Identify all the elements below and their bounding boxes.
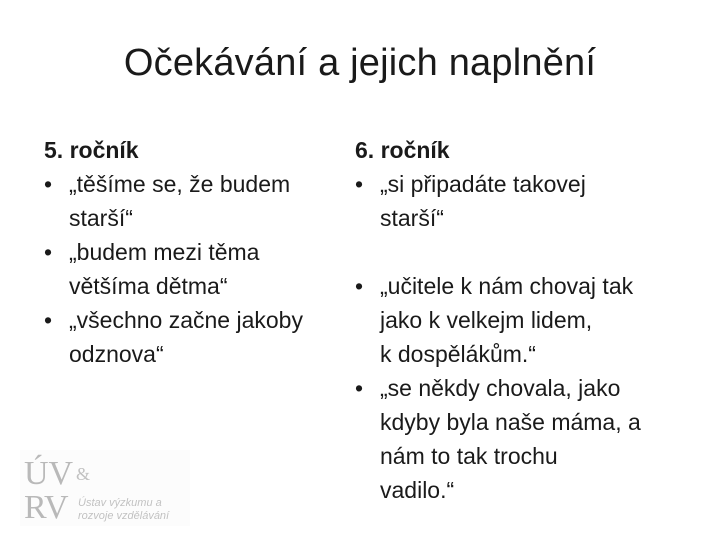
institute-logo-graphic [20,450,190,526]
list-item [355,269,695,371]
list-item [44,303,344,371]
slide-title: Očekávání a jejich naplnění [123,42,597,84]
list-item [44,235,344,303]
list-item [44,167,344,235]
left-bullet-list [44,167,344,371]
list-item-line: • „těšíme se, že budem [69,171,291,197]
list-item-line: k dospělákům.“ [380,341,536,367]
left-column-heading: 5. ročník [44,137,139,163]
list-item [355,167,695,235]
list-item-line: • „si připadáte takovej [380,171,586,197]
right-column [355,133,695,507]
list-item-line: • „se někdy chovala, jako [380,375,621,401]
logo-caption-line2: rozvoje vzdělávání [78,510,170,522]
logo-letters-bottom: RV [24,489,69,526]
list-item-line: jako k velkejm lidem, [380,307,593,333]
list-item [355,371,695,507]
logo-ampersand: & [76,464,91,484]
list-item-line: • „budem mezi těma [69,239,260,265]
list-item-line: odznova“ [69,341,164,367]
institute-logo [20,450,190,526]
list-item-line: nám to tak trochu [380,443,558,469]
list-item-line: starší“ [380,205,444,231]
list-item-line: většíma dětma“ [69,273,228,299]
logo-letters-top: ÚV [24,455,74,492]
logo-caption-line1: Ústav výzkumu a [78,497,162,509]
list-item-line: • „všechno začne jakoby [69,307,303,333]
list-item-line: starší“ [69,205,133,231]
right-bullet-list [355,167,695,507]
list-item-line: vadilo.“ [380,477,455,503]
right-column-heading: 6. ročník [355,137,450,163]
left-column [44,133,344,371]
list-item-line: kdyby byla naše máma, a [380,409,641,435]
list-item-line: • „učitele k nám chovaj tak [380,273,634,299]
